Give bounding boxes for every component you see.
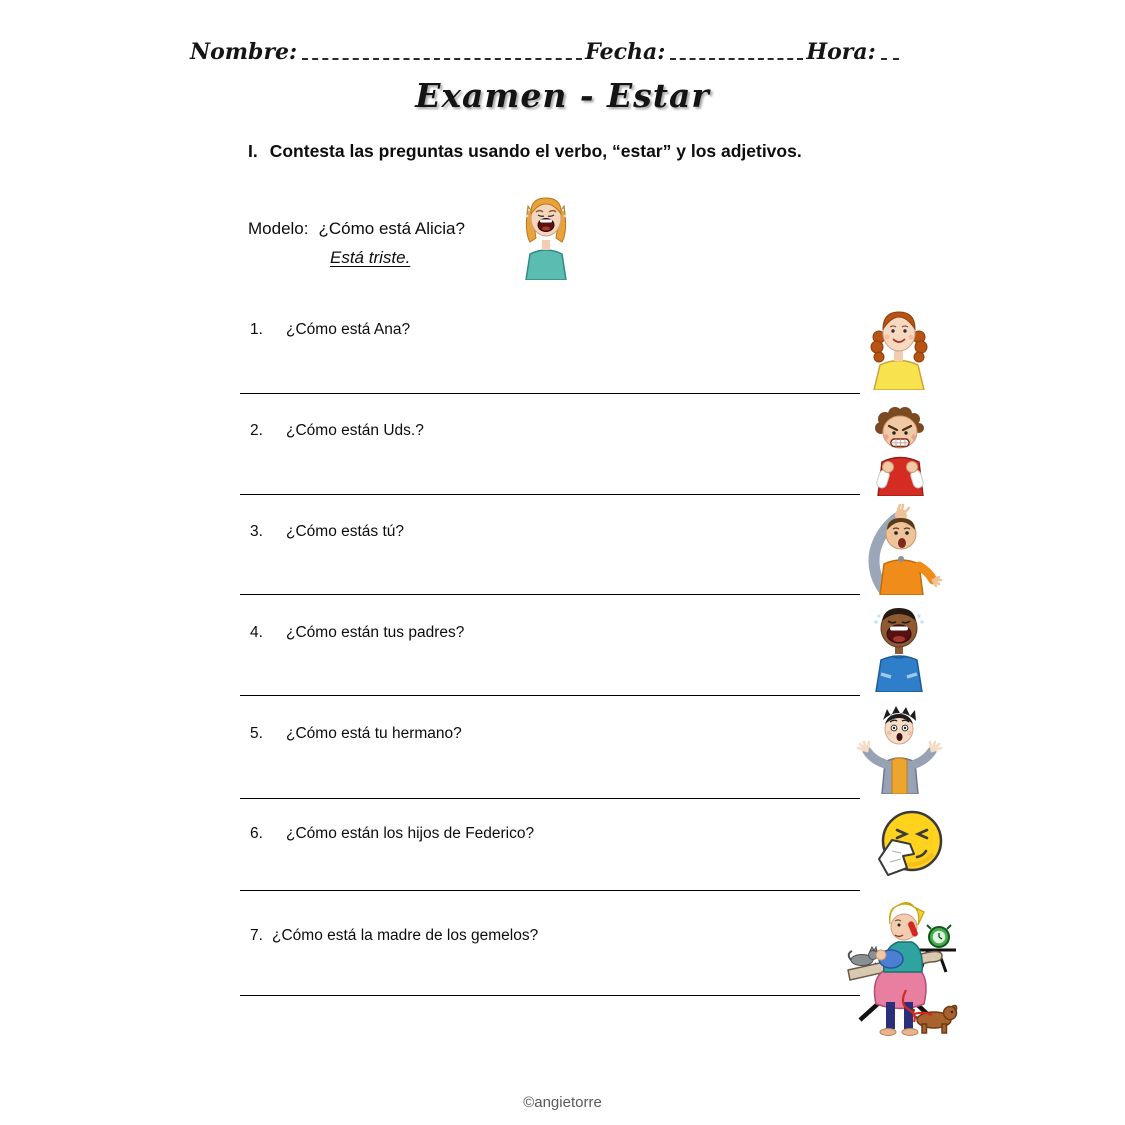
fecha-blank-line (670, 58, 803, 60)
modelo-answer: Está triste. (330, 248, 411, 267)
name-date-header (190, 41, 902, 64)
modelo-block (248, 219, 465, 268)
happy-girl-with-braids-image (856, 303, 942, 390)
instruction-text: Contesta las preguntas usando el verbo, “estar” y los adjetivos. (269, 141, 802, 161)
question-6 (250, 825, 534, 843)
question-2-text: ¿Cómo están Uds.? (286, 422, 424, 439)
question-2 (250, 422, 424, 440)
hora-blank-line (881, 58, 899, 60)
question-4-number: 4. (250, 624, 263, 641)
question-6-text: ¿Cómo están los hijos de Federico? (286, 825, 535, 842)
answer-line-3 (240, 594, 860, 595)
section-instruction (248, 141, 802, 162)
question-2-number: 2. (250, 422, 263, 439)
question-5-text: ¿Cómo está tu hermano? (286, 725, 462, 742)
fecha-label: Fecha: (585, 39, 666, 65)
answer-line-1 (240, 393, 860, 394)
startled-boy-hands-up-image (853, 701, 945, 794)
answer-line-6 (240, 890, 860, 891)
copyright: ©angietorre (523, 1094, 602, 1111)
modelo-label: Modelo: (248, 219, 309, 238)
answer-line-4 (240, 695, 860, 696)
question-4-text: ¿Cómo están tus padres? (286, 624, 465, 641)
question-7-number: 7. (250, 927, 263, 944)
question-3-number: 3. (250, 523, 263, 540)
question-1-text: ¿Cómo está Ana? (286, 321, 411, 338)
hora-label: Hora: (806, 39, 876, 65)
question-4 (250, 624, 464, 642)
question-6-number: 6. (250, 825, 263, 842)
modelo-question-row (248, 219, 465, 239)
nombre-blank-line (302, 58, 582, 60)
question-1-number: 1. (250, 321, 263, 338)
sneezing-sick-emoji-image (877, 807, 945, 881)
confused-man-scratching-head-image (855, 503, 943, 595)
question-3 (250, 523, 404, 541)
answer-line-5 (240, 798, 860, 799)
answer-line-7 (240, 995, 860, 996)
question-5-number: 5. (250, 725, 263, 742)
section-numeral: I. (248, 141, 258, 161)
worksheet-title: Examen - Estar (415, 76, 710, 115)
question-7-text: ¿Cómo está la madre de los gemelos? (272, 927, 539, 944)
crying-girl-illustration (516, 192, 576, 280)
modelo-question: ¿Cómo está Alicia? (318, 219, 465, 238)
question-5 (250, 725, 462, 743)
nombre-label: Nombre: (190, 39, 298, 65)
overwhelmed-mother-multitasking-image (846, 892, 962, 1042)
crying-girl-image (516, 192, 576, 280)
angry-boy-red-shirt-image (858, 404, 942, 496)
question-1 (250, 321, 410, 339)
crying-boy-blue-shirt-image (858, 602, 940, 692)
answer-line-2 (240, 494, 860, 495)
question-7 (250, 927, 538, 945)
question-3-text: ¿Cómo estás tú? (286, 523, 405, 540)
